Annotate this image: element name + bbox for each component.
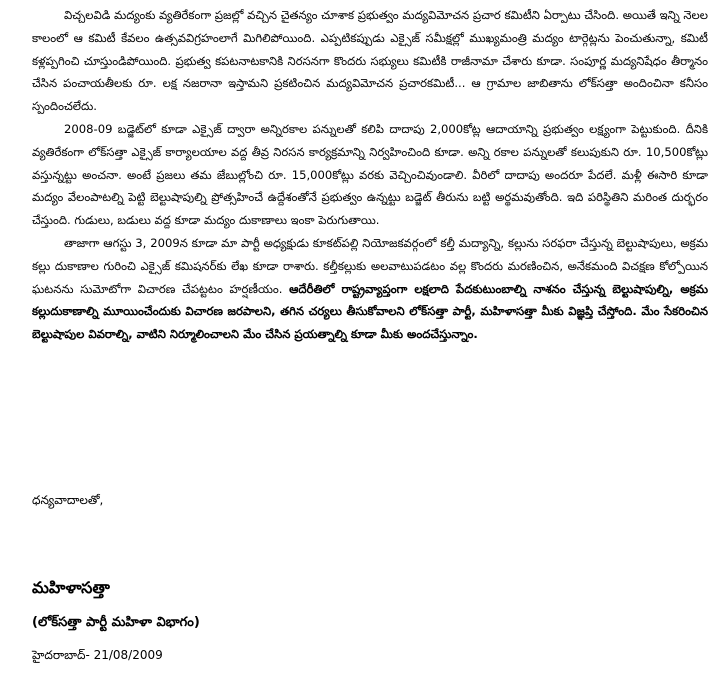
signature-place-date: హైదరాబాద్- 21/08/2009 — [32, 648, 163, 662]
paragraph-3-bold-text: ఆదేరీతిలో రాష్ట్రవ్యాప్తంగా లక్షలాది పేదకుటుంబాల్ని నాశనం చేస్తున్న బెల్టుషాపుల్ని, అక్రమ కల్లుదుకాణాల్ని మూయించేందుకు విచారణ జరపాలని, తగిన చర్యలు తీసుకోవాలని లోక్‌సత్తా పార్టీ, మహిళాసత్తా మీకు విజ్ఞప్తి చేస్తోంది. మేం సేకరించిన బెల్టుషాపుల వివరాల్ని, వాటిని నిర్మూలించాలని మేం చేసిన ప్రయత్నాల్ని కూడా మీకు అందచేస్తున్నాం. — [32, 281, 708, 342]
signature-name: మహిళాసత్తా — [32, 578, 110, 597]
paragraph-committee — [32, 4, 708, 118]
paragraph-request — [32, 232, 708, 346]
paragraph-budget — [32, 118, 708, 232]
paragraph-2-text: 2008-09 బడ్జెట్‌లో కూడా ఎక్సైజ్ ద్వారా అన్నిరకాల పన్నులతో కలిపి దాదాపు 2,000కోట్ల ఆదాయాన్ని ప్రభుత్వం లక్ష్యంగా పెట్టుకుంది. దీనికి వ్యతిరేకంగా లోక్‌సత్తా ఎక్సైజ్ కార్యాలయాల వద్ద తీవ్ర నిరసన కార్యక్రమాన్ని నిర్వహించింది కూడా. అన్ని రకాల పన్నులతో కలుపుకుని రూ. 10,500కోట్లు వస్తున్నట్టు అంచనా. అంటే ప్రజలు తమ జేబుల్లోంచి రూ. 15,000కోట్లు వరకు వెచ్చించివుండాలి. వీరిలో దాదాపు అందరూ పేదలే. మళ్లీ ఈసారి కూడా మద్యం వేలంపాటల్ని పెట్టి బెల్టుషాపుల్ని ప్రోత్సహించే ఉద్దేశంతోనే ప్రభుత్వం ఉన్నట్టు బడ్జెట్ తీరును బట్టి అర్థమవుతోంది. ఇది పరిస్థితిని మరింత దుర్భరం చేస్తుంది. గుడులు, బడులు వద్ద కూడా మద్యం దుకాణాలు ఇంకా పెరుగుతాయి. — [32, 121, 708, 228]
closing-salutation: ధన్యవాదాలతో, — [32, 493, 104, 507]
paragraph-3-text: తాజాగా ఆగస్టు 3, 2009న కూడా మా పార్టీ అధ్యక్షుడు కూకట్‌పల్లి నియోజకవర్గంలో కల్తీ మద్యాన్ని, కల్లును సరఫరా చేస్తున్న బెల్టుషాపులు, అక్రమ కల్లు దుకాణాల గురించి ఎక్సైజ్ కమిషనర్‌కు లేఖ కూడా రాశారు. కల్తీకల్లుకు అలవాటుపడటం వల్ల కొందరు మరణించిన, అనేకమంది విచక్షణ కోల్పోయిన ఘటనను సుమోటోగా విచారణ చేపట్టటం హర్షణీయం. — [32, 235, 708, 296]
signature-department: (లోక్‌సత్తా పార్టీ మహిళా విభాగం) — [32, 615, 200, 630]
paragraph-1-text: విచ్చలవిడి మద్యంకు వ్యతిరేకంగా ప్రజల్లో వచ్చిన చైతన్యం చూశాక ప్రభుత్వం మద్యవిమోచన ప్రచార కమిటీని ఏర్పాటు చేసింది. అయితే ఇన్ని నెలల కాలంలో ఆ కమిటీ కేవలం ఉత్సవవిగ్రహంలాగే మిగిలిపోయింది. ఎప్పటికప్పుడు ఎక్సైజ్ సమీక్షల్లో ముఖ్యమంత్రి మద్యం టార్గెట్లను పెంచుతున్నా, కమిటీ కళ్లప్పగించి చూస్తుండిపోయింది. ప్రభుత్వ కపటనాటకానికి నిరసనగా కొందరు సభ్యులు కమిటీకి రాజీనామా చేశారు కూడా. సంపూర్ణ మద్యనిషేధం తీర్మానం చేసిన పంచాయతీలకు రూ. లక్ష నజరానా ఇస్తామని ప్రకటించిన మద్యవిమోచన ప్రచారకమిటీ... ఆ గ్రామాల జాబితాను లోక్‌సత్తా అందించినా కనీసం స్పందించలేదు. — [32, 8, 708, 114]
